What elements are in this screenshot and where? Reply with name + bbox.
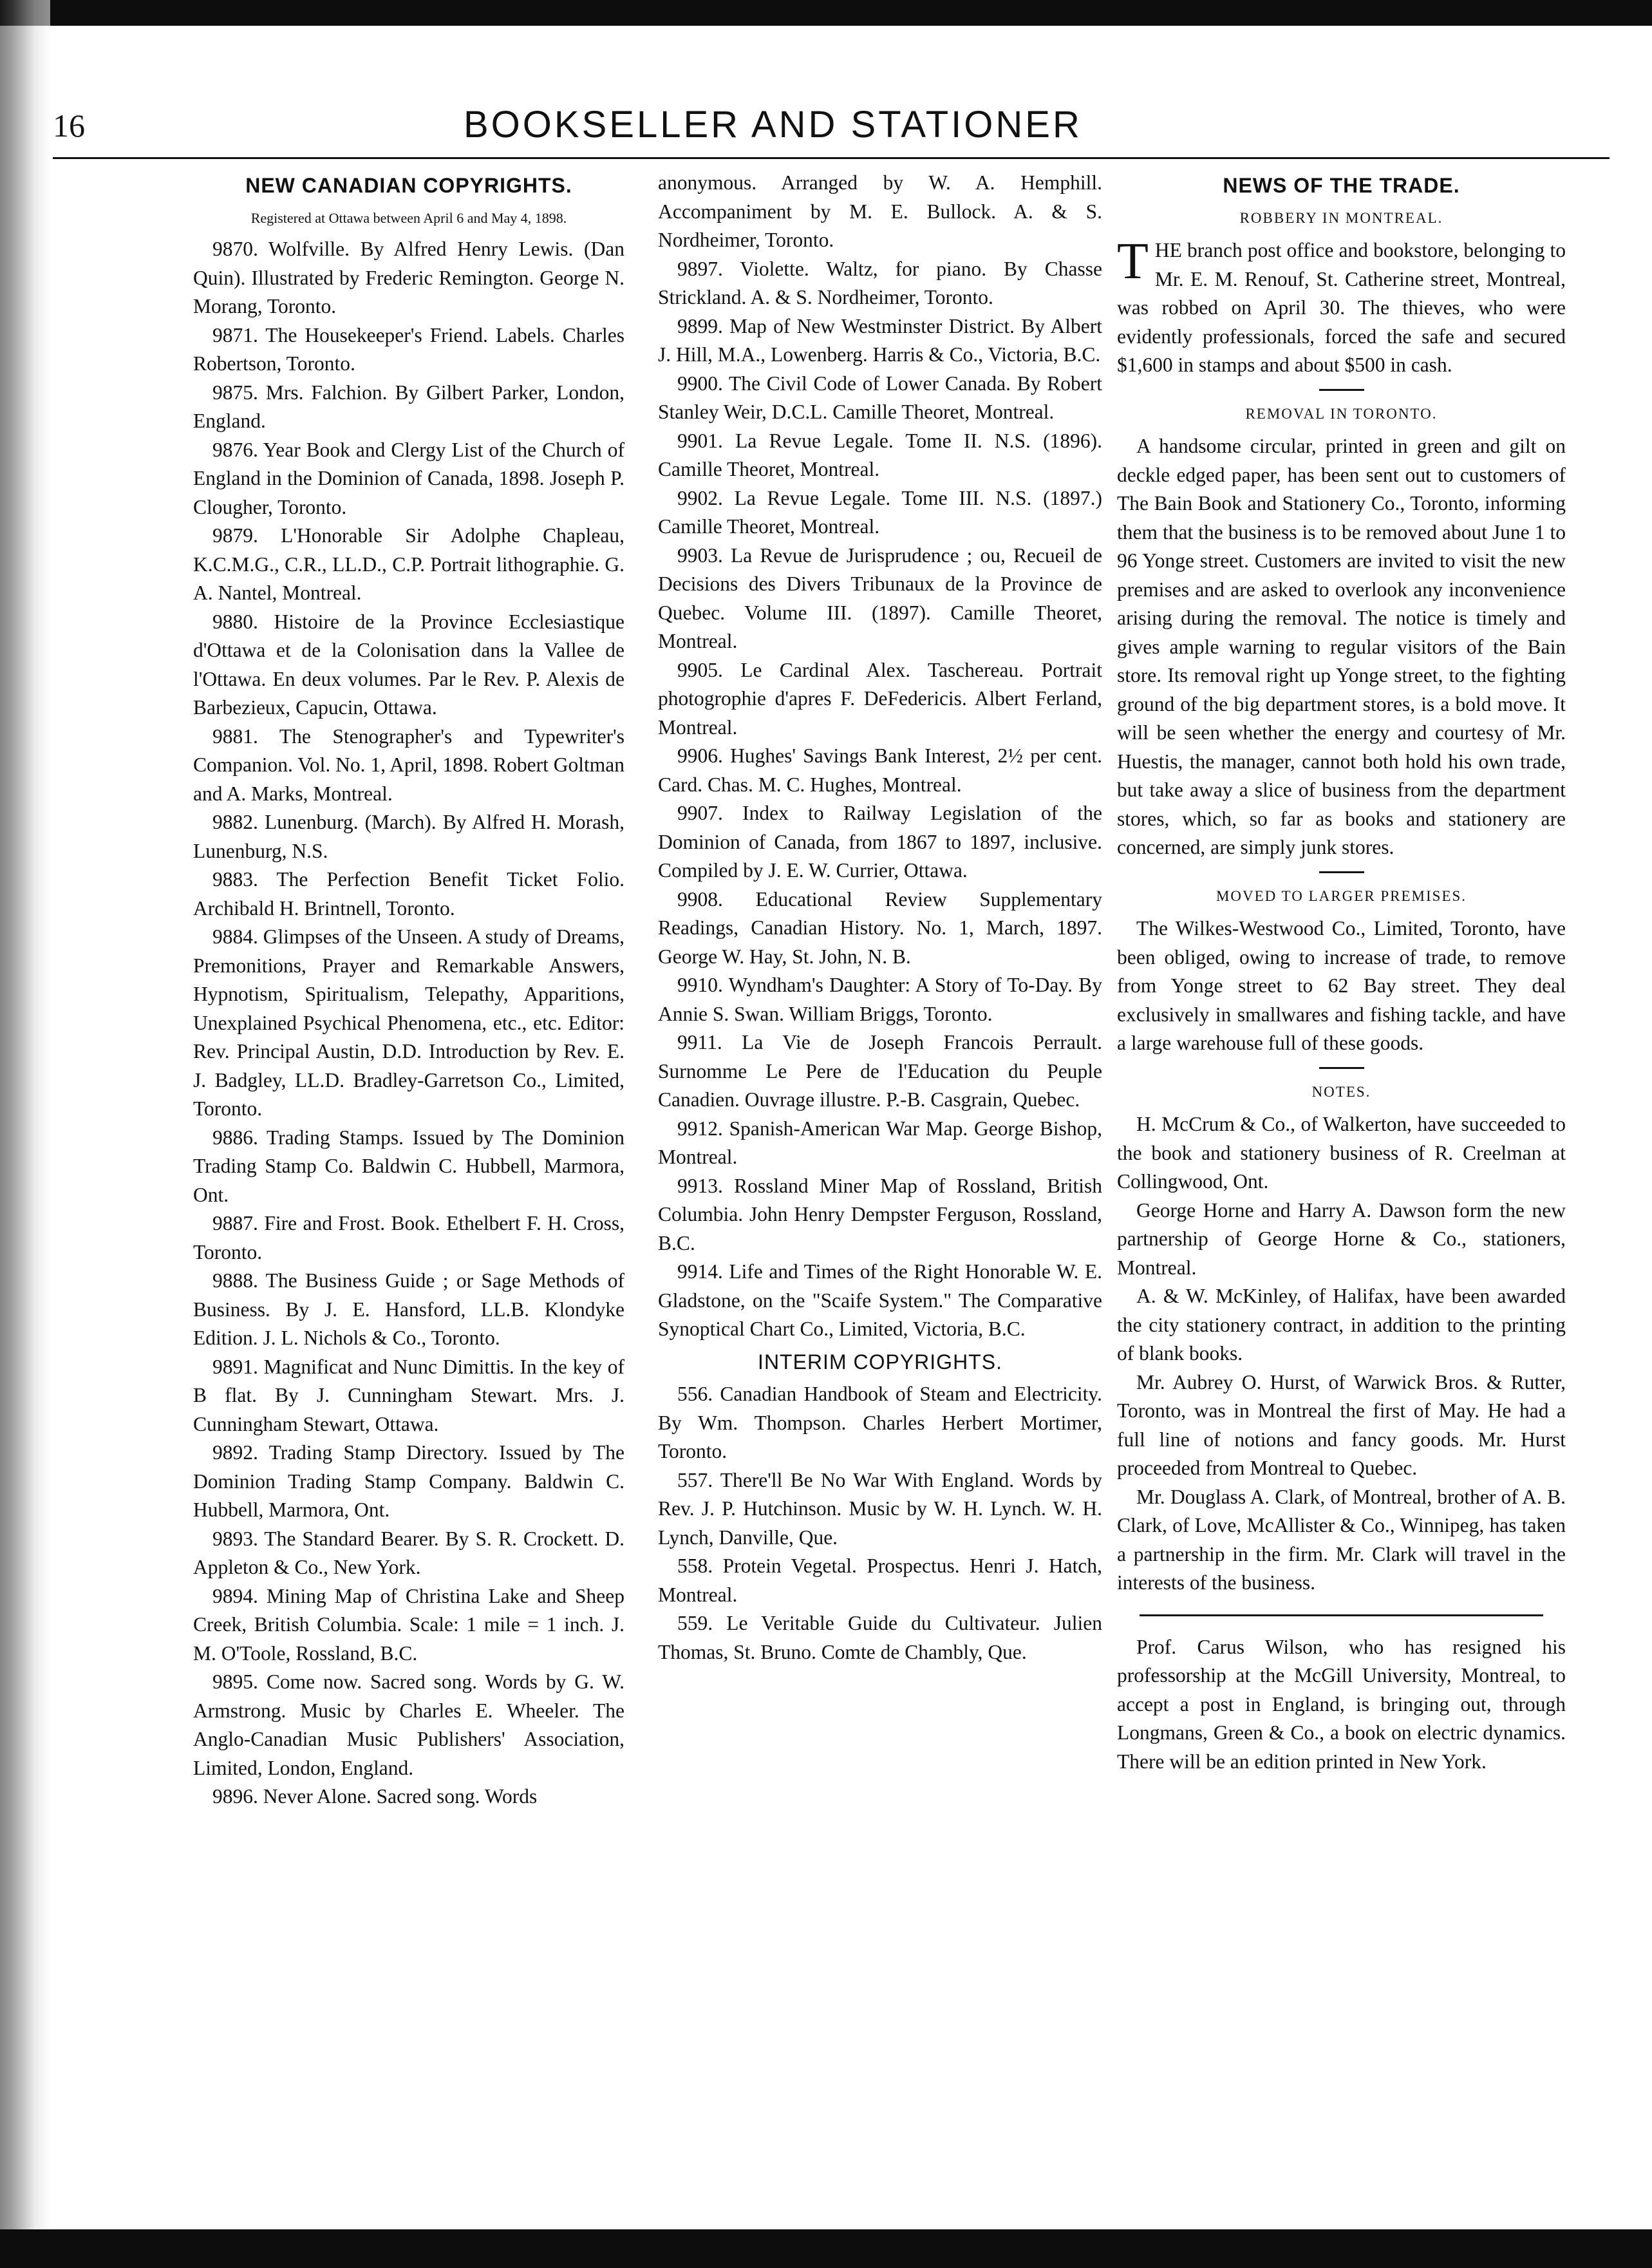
copyright-entry: 9891. Magnificat and Nunc Dimittis. In the key of B flat. By J. Cunningham Stewart. Mrs. J. Cunningham Stewart, Ottawa. [193,1355,624,1435]
column-copyrights-continued [658,169,1102,1667]
column-news [1117,169,1566,1776]
drop-cap: T [1117,233,1149,290]
scan-left-edge [0,0,50,2268]
scan-bottom-border [0,2229,1652,2268]
note-item: H. McCrum & Co., of Walkerton, have succeeded to the book and stationery business of R. Creelman at Collingwood, Ont. [1117,1113,1566,1193]
subhead-removal: REMOVAL IN TORONTO. [1245,405,1438,422]
copyright-entry: 9902. La Revue Legale. Tome III. N.S. (1897.) Camille Theoret, Montreal. [658,486,1102,538]
copyright-entry: 9901. La Revue Legale. Tome II. N.S. (1896). Camille Theoret, Montreal. [658,429,1102,480]
section-divider [1319,1067,1364,1069]
copyright-entry: 9879. L'Honorable Sir Adolphe Chapleau, K.C.M.G., C.R., LL.D., C.P. Portrait lithographie. G. A. Nantel, Montreal. [193,524,624,604]
copyright-entry: 9906. Hughes' Savings Bank Interest, 2½ per cent. Card. Chas. M. C. Hughes, Montreal. [658,744,1102,796]
copyright-entry: 9871. The Housekeeper's Friend. Labels. Charles Robertson, Toronto. [193,323,624,375]
copyright-entry: 9888. The Business Guide ; or Sage Methods of Business. By J. E. Hansford, LL.B. Klondyke Edition. J. L. Nichols & Co., Toronto. [193,1269,624,1349]
copyright-entry: 9913. Rossland Miner Map of Rossland, British Columbia. John Henry Dempster Ferguson, Rossland, B.C. [658,1174,1102,1254]
copyright-entry: 9911. La Vie de Joseph Francois Perrault. Surnomme Le Pere de l'Education du Peuple Canadien. Ouvrage illustre. P.-B. Casgrain, Quebec. [658,1031,1102,1111]
section-title-interim: INTERIM COPYRIGHTS. [758,1350,1002,1374]
copyright-entry: 9912. Spanish-American War Map. George Bishop, Montreal. [658,1117,1102,1168]
copyright-entry: 9894. Mining Map of Christina Lake and Sheep Creek, British Columbia. Scale: 1 mile = 1 inch. J. M. O'Toole, Rossland, B.C. [193,1584,624,1665]
copyright-entry: 9884. Glimpses of the Unseen. A study of Dreams, Premonitions, Prayer and Remarkable Answers, Hypnotism, Spiritualism, Telepathy, Apparitions, Unexplained Psychical Phenomena, etc., etc. Editor: Rev. Principal Austin, D.D. Introduction by Rev. E. J. Badgley, LL.D. Bradley-Garretson Co., Limited, Toronto. [193,925,624,1120]
copyright-entry: 9905. Le Cardinal Alex. Taschereau. Portrait photogrophie d'apres F. DeFedericis. Albert Ferland, Montreal. [658,658,1102,739]
copyright-entry: 9897. Violette. Waltz, for piano. By Chasse Strickland. A. & S. Nordheimer, Toronto. [658,257,1102,308]
copyright-entry: 9886. Trading Stamps. Issued by The Dominion Trading Stamp Co. Baldwin C. Hubbell, Marmora, Ont. [193,1126,624,1206]
subhead-moved: MOVED TO LARGER PREMISES. [1216,887,1467,904]
registration-note: Registered at Ottawa between April 6 and May 4, 1898. [250,209,567,226]
note-item: George Horne and Harry A. Dawson form the new partnership of George Horne & Co., stationers, Montreal. [1117,1198,1566,1279]
copyright-entry: 9882. Lunenburg. (March). By Alfred H. Morash, Lunenburg, N.S. [193,811,624,862]
article-robbery-text: HE branch post office and bookstore, belonging to Mr. E. M. Renouf, St. Catherine street, Montreal, was robbed on April 30. The thieves, who were evidently professionals, forced the safe and secured $1,600 in stamps and about $500 in cash. [1117,239,1566,376]
page-number: 16 [53,108,85,144]
subhead-notes: NOTES. [1311,1083,1371,1100]
copyright-entry: 9870. Wolfville. By Alfred Henry Lewis. (Dan Quin). Illustrated by Frederic Remington. George N. Morang, Toronto. [193,238,624,317]
note-item: Mr. Aubrey O. Hurst, of Warwick Bros. & Rutter, Toronto, was in Montreal the first of May. He had a full line of notions and fancy goods. Mr. Hurst proceeded from Montreal to Quebec. [1117,1370,1566,1479]
interim-entry: 559. Le Veritable Guide du Cultivateur. Julien Thomas, St. Bruno. Comte de Chambly, Que. [658,1612,1102,1663]
section-title-copyrights: NEW CANADIAN COPYRIGHTS. [245,174,572,197]
copyright-entry: 9881. The Stenographer's and Typewriter's Companion. Vol. No. 1, April, 1898. Robert Goltman and A. Marks, Montreal. [193,724,624,805]
copyright-entry: 9887. Fire and Frost. Book. Ethelbert F. H. Cross, Toronto. [193,1212,624,1263]
copyright-entry: 9895. Come now. Sacred song. Words by G. W. Armstrong. Music by Charles E. Wheeler. The Anglo-Canadian Music Publishers' Association, Limited, London, England. [193,1670,624,1779]
copyright-entry: 9876. Year Book and Clergy List of the Church of England in the Dominion of Canada, 1898. Joseph P. Clougher, Toronto. [193,438,624,518]
article-robbery [1117,233,1566,380]
copyright-entry: anonymous. Arranged by W. A. Hemphill. Accompaniment by M. E. Bullock. A. & S. Nordheimer, Toronto. [658,171,1102,251]
section-divider [1319,389,1364,391]
copyright-entry: 9900. The Civil Code of Lower Canada. By Robert Stanley Weir, D.C.L. Camille Theoret, Montreal. [658,372,1102,423]
header-rule [53,157,1610,159]
copyright-entry: 9880. Histoire de la Province Ecclesiastique d'Ottawa et de la Colonisation dans la Vallee de l'Ottawa. En deux volumes. Par le Rev. P. Alexis de Barbezieux, Capucin, Ottawa. [193,610,624,719]
note-item: Mr. Douglass A. Clark, of Montreal, brother of A. B. Clark, of Love, McAllister & Co., Winnipeg, has taken a partnership in the firm. Mr. Clark will travel in the interests of the business. [1117,1485,1566,1594]
column-copyrights [193,169,624,1811]
copyright-entry: 9910. Wyndham's Daughter: A Story of To-Day. By Annie S. Swan. William Briggs, Toronto. [658,974,1102,1025]
copyright-entry: 9875. Mrs. Falchion. By Gilbert Parker, London, England. [193,381,624,432]
copyright-entry: 9883. The Perfection Benefit Ticket Folio. Archibald H. Brintnell, Toronto. [193,868,624,920]
copyright-entry: 9893. The Standard Bearer. By S. R. Crockett. D. Appleton & Co., New York. [193,1527,624,1578]
interim-entry: 556. Canadian Handbook of Steam and Electricity. By Wm. Thompson. Charles Herbert Mortimer, Toronto. [658,1383,1102,1462]
running-head: BOOKSELLER AND STATIONER [464,104,1082,146]
interim-entry: 557. There'll Be No War With England. Words by Rev. J. P. Hutchinson. Music by W. H. Lynch. W. H. Lynch, Danville, Que. [658,1468,1102,1549]
copyright-entry: 9903. La Revue de Jurisprudence ; ou, Recueil de Decisions des Divers Tribunaux de la Province de Quebec. Volume III. (1897). Camille Theoret, Montreal. [658,543,1102,652]
interim-entry: 558. Protein Vegetal. Prospectus. Henri J. Hatch, Montreal. [658,1555,1102,1606]
copyright-entry: 9914. Life and Times of the Right Honorable W. E. Gladstone, on the "Scaife System." The Comparative Synoptical Chart Co., Limited, Victoria, B.C. [658,1260,1102,1340]
scan-top-border [0,0,1652,26]
note-item: A. & W. McKinley, of Halifax, have been awarded the city stationery contract, in addition to the printing of blank books. [1117,1285,1566,1365]
copyright-entry: 9908. Educational Review Supplementary Readings, Canadian History. No. 1, March, 1897. George W. Hay, St. John, N. B. [658,887,1102,968]
copyright-entry: 9892. Trading Stamp Directory. Issued by The Dominion Trading Stamp Company. Baldwin C. Hubbell, Marmora, Ont. [193,1441,624,1521]
section-divider-long [1140,1614,1543,1616]
subhead-robbery: ROBBERY IN MONTREAL. [1239,209,1443,226]
section-divider [1319,871,1364,873]
article-removal: A handsome circular, printed in green and gilt on deckle edged paper, has been sent out to customers of The Bain Book and Stationery Co., Toronto, informing them that the business is to be removed about June 1 to 96 Yonge street. Customers are invited to visit the new premises and are asked to overlook any inconvenience arising during the removal. The notice is timely and gives ample warning to regular visitors of the Bain store. Its removal right up Yonge street, to the fighting ground of the big department stores, is a bold move. It will be seen whether the energy and courtesy of Mr. Huestis, the manager, cannot both hold his own trade, but take away a slice of business from the department stores, which, so far as books and stationery are concerned, are simply junk stores. [1117,435,1566,858]
copyright-entry: 9896. Never Alone. Sacred song. Words [212,1785,538,1808]
article-final: Prof. Carus Wilson, who has resigned his professorship at the McGill University, Montreal, to accept a post in England, is bringing out, through Longmans, Green & Co., a book on electric dynamics. There will be an edition printed in New York. [1117,1635,1566,1773]
copyright-entry: 9907. Index to Railway Legislation of the Dominion of Canada, from 1867 to 1897, inclusive. Compiled by J. E. W. Currier, Ottawa. [658,802,1102,882]
section-title-news: NEWS OF THE TRADE. [1223,174,1460,197]
article-moved: The Wilkes-Westwood Co., Limited, Toronto, have been obliged, owing to increase of trade, to remove from Yonge street to 62 Bay street. They deal exclusively in smallwares and fishing tackle, and have a large warehouse full of these goods. [1117,917,1566,1054]
copyright-entry: 9899. Map of New Westminster District. By Albert J. Hill, M.A., Lowenberg. Harris & Co., Victoria, B.C. [658,314,1102,366]
